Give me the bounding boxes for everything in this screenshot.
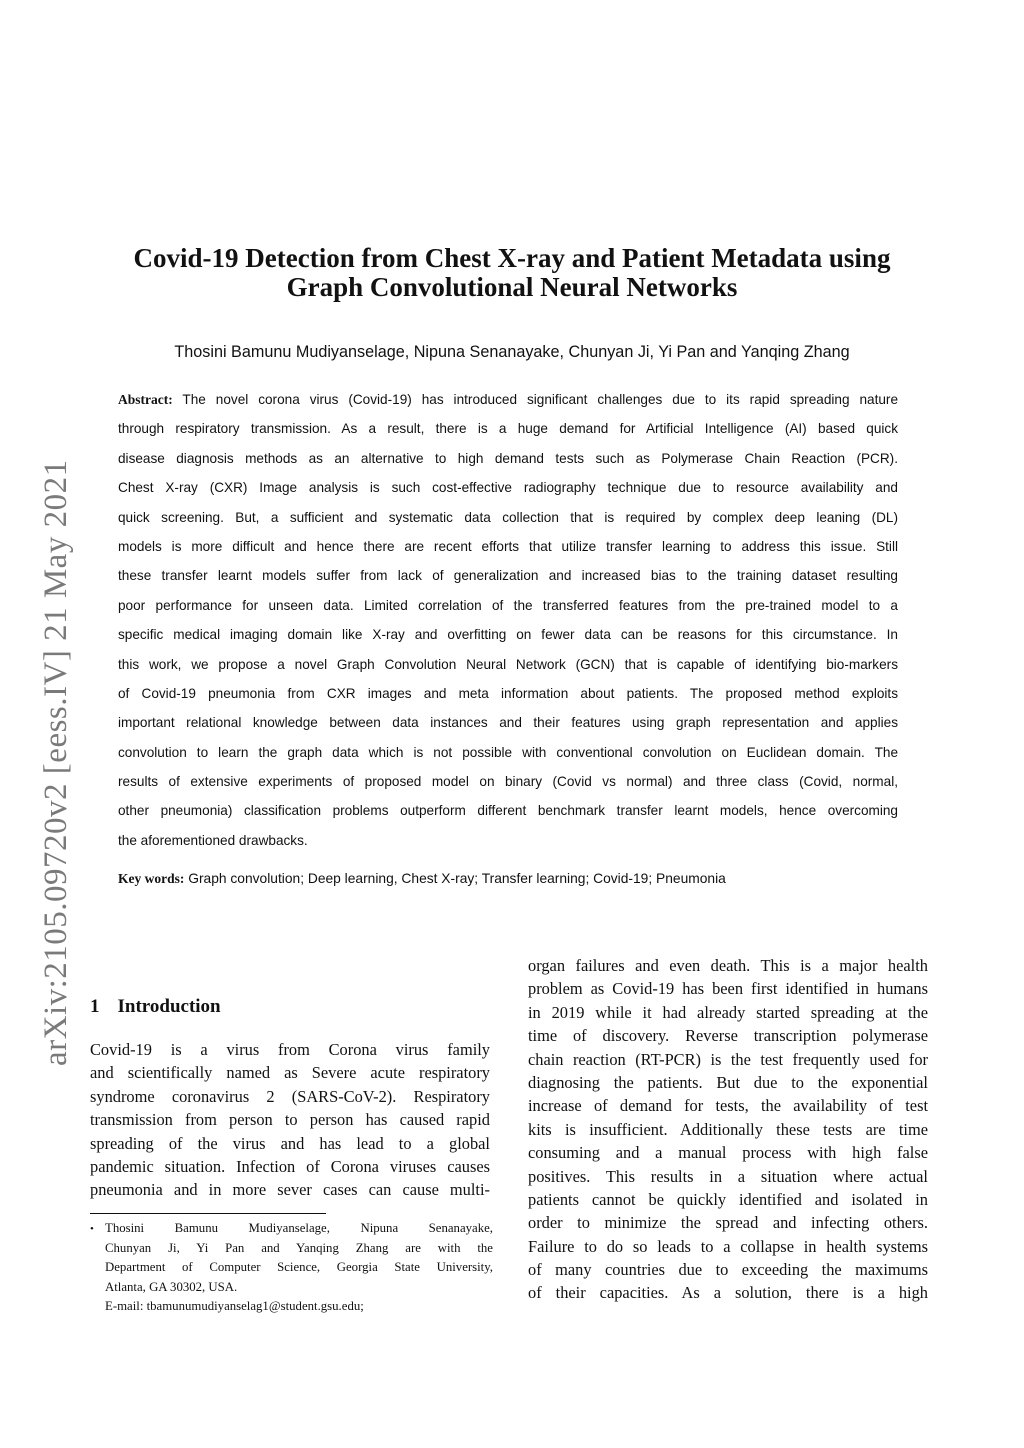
body-line: kits is insufficient. Additionally these tests are time (528, 1119, 928, 1139)
abstract-line: of Covid-19 pneumonia from CXR images and meta information about patients. The proposed method exploits (118, 685, 898, 701)
body-line: and scientifically named as Severe acute respiratory (90, 1063, 490, 1083)
abstract-line: other pneumonia) classification problems outperform different benchmark transfer learnt models, hence overcoming (118, 803, 898, 819)
abstract-line: models is more difficult and hence there are recent efforts that utilize transfer learning to address this issue. Still (118, 538, 898, 554)
body-column-right (528, 954, 928, 1305)
abstract-line: important relational knowledge between data instances and their features using graph representation and applies (118, 715, 898, 731)
body-line: chain reaction (RT-PCR) is the test frequently used for (528, 1049, 928, 1069)
body-line: pandemic situation. Infection of Corona viruses causes (90, 1156, 490, 1176)
body-line: of their capacities. As a solution, there is a high (528, 1283, 928, 1303)
body-line: positives. This results in a situation where actual (528, 1166, 928, 1186)
body-line: consuming and a manual process with high false (528, 1143, 928, 1163)
body-line: increase of demand for tests, the availability of test (528, 1096, 928, 1116)
body-line: transmission from person to person has caused rapid (90, 1110, 490, 1130)
abstract-line: results of extensive experiments of proposed model on binary (Covid vs normal) and three class (Covid, normal, (118, 774, 898, 790)
footnote-bullet: • (90, 1223, 94, 1235)
footnote-line: Atlanta, GA 30302, USA. (105, 1279, 238, 1294)
footnote-line: Chunyan Ji, Yi Pan and Yanqing Zhang are with the (105, 1240, 493, 1255)
footnote-line: Thosini Bamunu Mudiyanselage, Nipuna Senanayake, (105, 1221, 493, 1235)
title-line-1: Covid-19 Detection from Chest X-ray and Patient Metadata using (133, 243, 891, 273)
body-line: spreading of the virus and has lead to a global (90, 1133, 490, 1153)
body-column-left (90, 1038, 490, 1202)
arxiv-identifier: arXiv:2105.09720v2 [eess.IV] 21 May 2021 (38, 459, 74, 1066)
abstract-line: The novel corona virus (Covid-19) has introduced significant challenges due to its rapid spreading nature (182, 392, 898, 407)
keywords-text: Graph convolution; Deep learning, Chest X-ray; Transfer learning; Covid-19; Pneumonia (188, 871, 726, 886)
abstract-line: this work, we propose a novel Graph Convolution Neural Network (GCN) that is capable of identifying bio-markers (118, 656, 898, 672)
abstract-line: specific medical imaging domain like X-ray and overfitting on fewer data can be reasons for this circumstance. In (118, 627, 898, 643)
title-line-2: Graph Convolutional Neural Networks (286, 272, 738, 302)
body-line: time of discovery. Reverse transcription polymerase (528, 1026, 928, 1046)
footnote-line: Department of Computer Science, Georgia State University, (105, 1260, 493, 1275)
body-line: patients cannot be quickly identified and isolated in (528, 1189, 928, 1209)
abstract-line: convolution to learn the graph data which is not possible with conventional convolution on Euclidean domain. The (118, 744, 898, 760)
abstract-line: through respiratory transmission. As a result, there is a huge demand for Artificial Intelligence (AI) based quick (118, 421, 898, 437)
section-title: Introduction (117, 996, 221, 1017)
author-list: Thosini Bamunu Mudiyanselage, Nipuna Senanayake, Chunyan Ji, Yi Pan and Yanqing Zhang (174, 343, 850, 361)
keywords-label: Key words: (118, 871, 185, 886)
abstract-line: poor performance for unseen data. Limited correlation of the transferred features from the pre-trained model to a (118, 597, 898, 613)
abstract-label: Abstract: (118, 392, 173, 407)
body-line: Failure to do so leads to a collapse in health systems (528, 1236, 928, 1256)
footnote (90, 1219, 493, 1317)
footnote-email: E-mail: tbamunumudiyanselag1@student.gsu.edu; (105, 1299, 364, 1314)
body-line: of many countries due to exceeding the maximums (528, 1260, 928, 1280)
abstract (118, 385, 898, 855)
abstract-line: Chest X-ray (CXR) Image analysis is such cost-effective radiography technique due to resource availability and (118, 480, 898, 496)
keywords (118, 871, 898, 887)
body-line: diagnosing the patients. But due to the exponential (528, 1072, 928, 1092)
section-number: 1 (90, 996, 100, 1017)
abstract-line: quick screening. But, a sufficient and systematic data collection that is required by complex deep leaning (DL) (118, 509, 898, 525)
body-line: pneumonia and in more sever cases can cause multi- (90, 1180, 490, 1200)
body-line: Covid-19 is a virus from Corona virus family (90, 1040, 490, 1059)
paper-title (100, 244, 924, 302)
body-line: order to minimize the spread and infecting others. (528, 1213, 928, 1233)
abstract-line: these transfer learnt models suffer from lack of generalization and increased bias to the training dataset resulting (118, 568, 898, 584)
abstract-line: the aforementioned drawbacks. (118, 832, 308, 848)
body-line: problem as Covid-19 has been first identified in humans (528, 979, 928, 999)
body-line: syndrome coronavirus 2 (SARS-CoV-2). Respiratory (90, 1086, 490, 1106)
footnote-rule (90, 1213, 326, 1214)
body-line: in 2019 while it had already started spreading at the (528, 1002, 928, 1022)
abstract-line: disease diagnosis methods as an alternative to high demand tests such as Polymerase Chain Reaction (PCR). (118, 450, 898, 466)
section-heading (90, 996, 221, 1018)
body-line: organ failures and even death. This is a major health (528, 956, 928, 975)
